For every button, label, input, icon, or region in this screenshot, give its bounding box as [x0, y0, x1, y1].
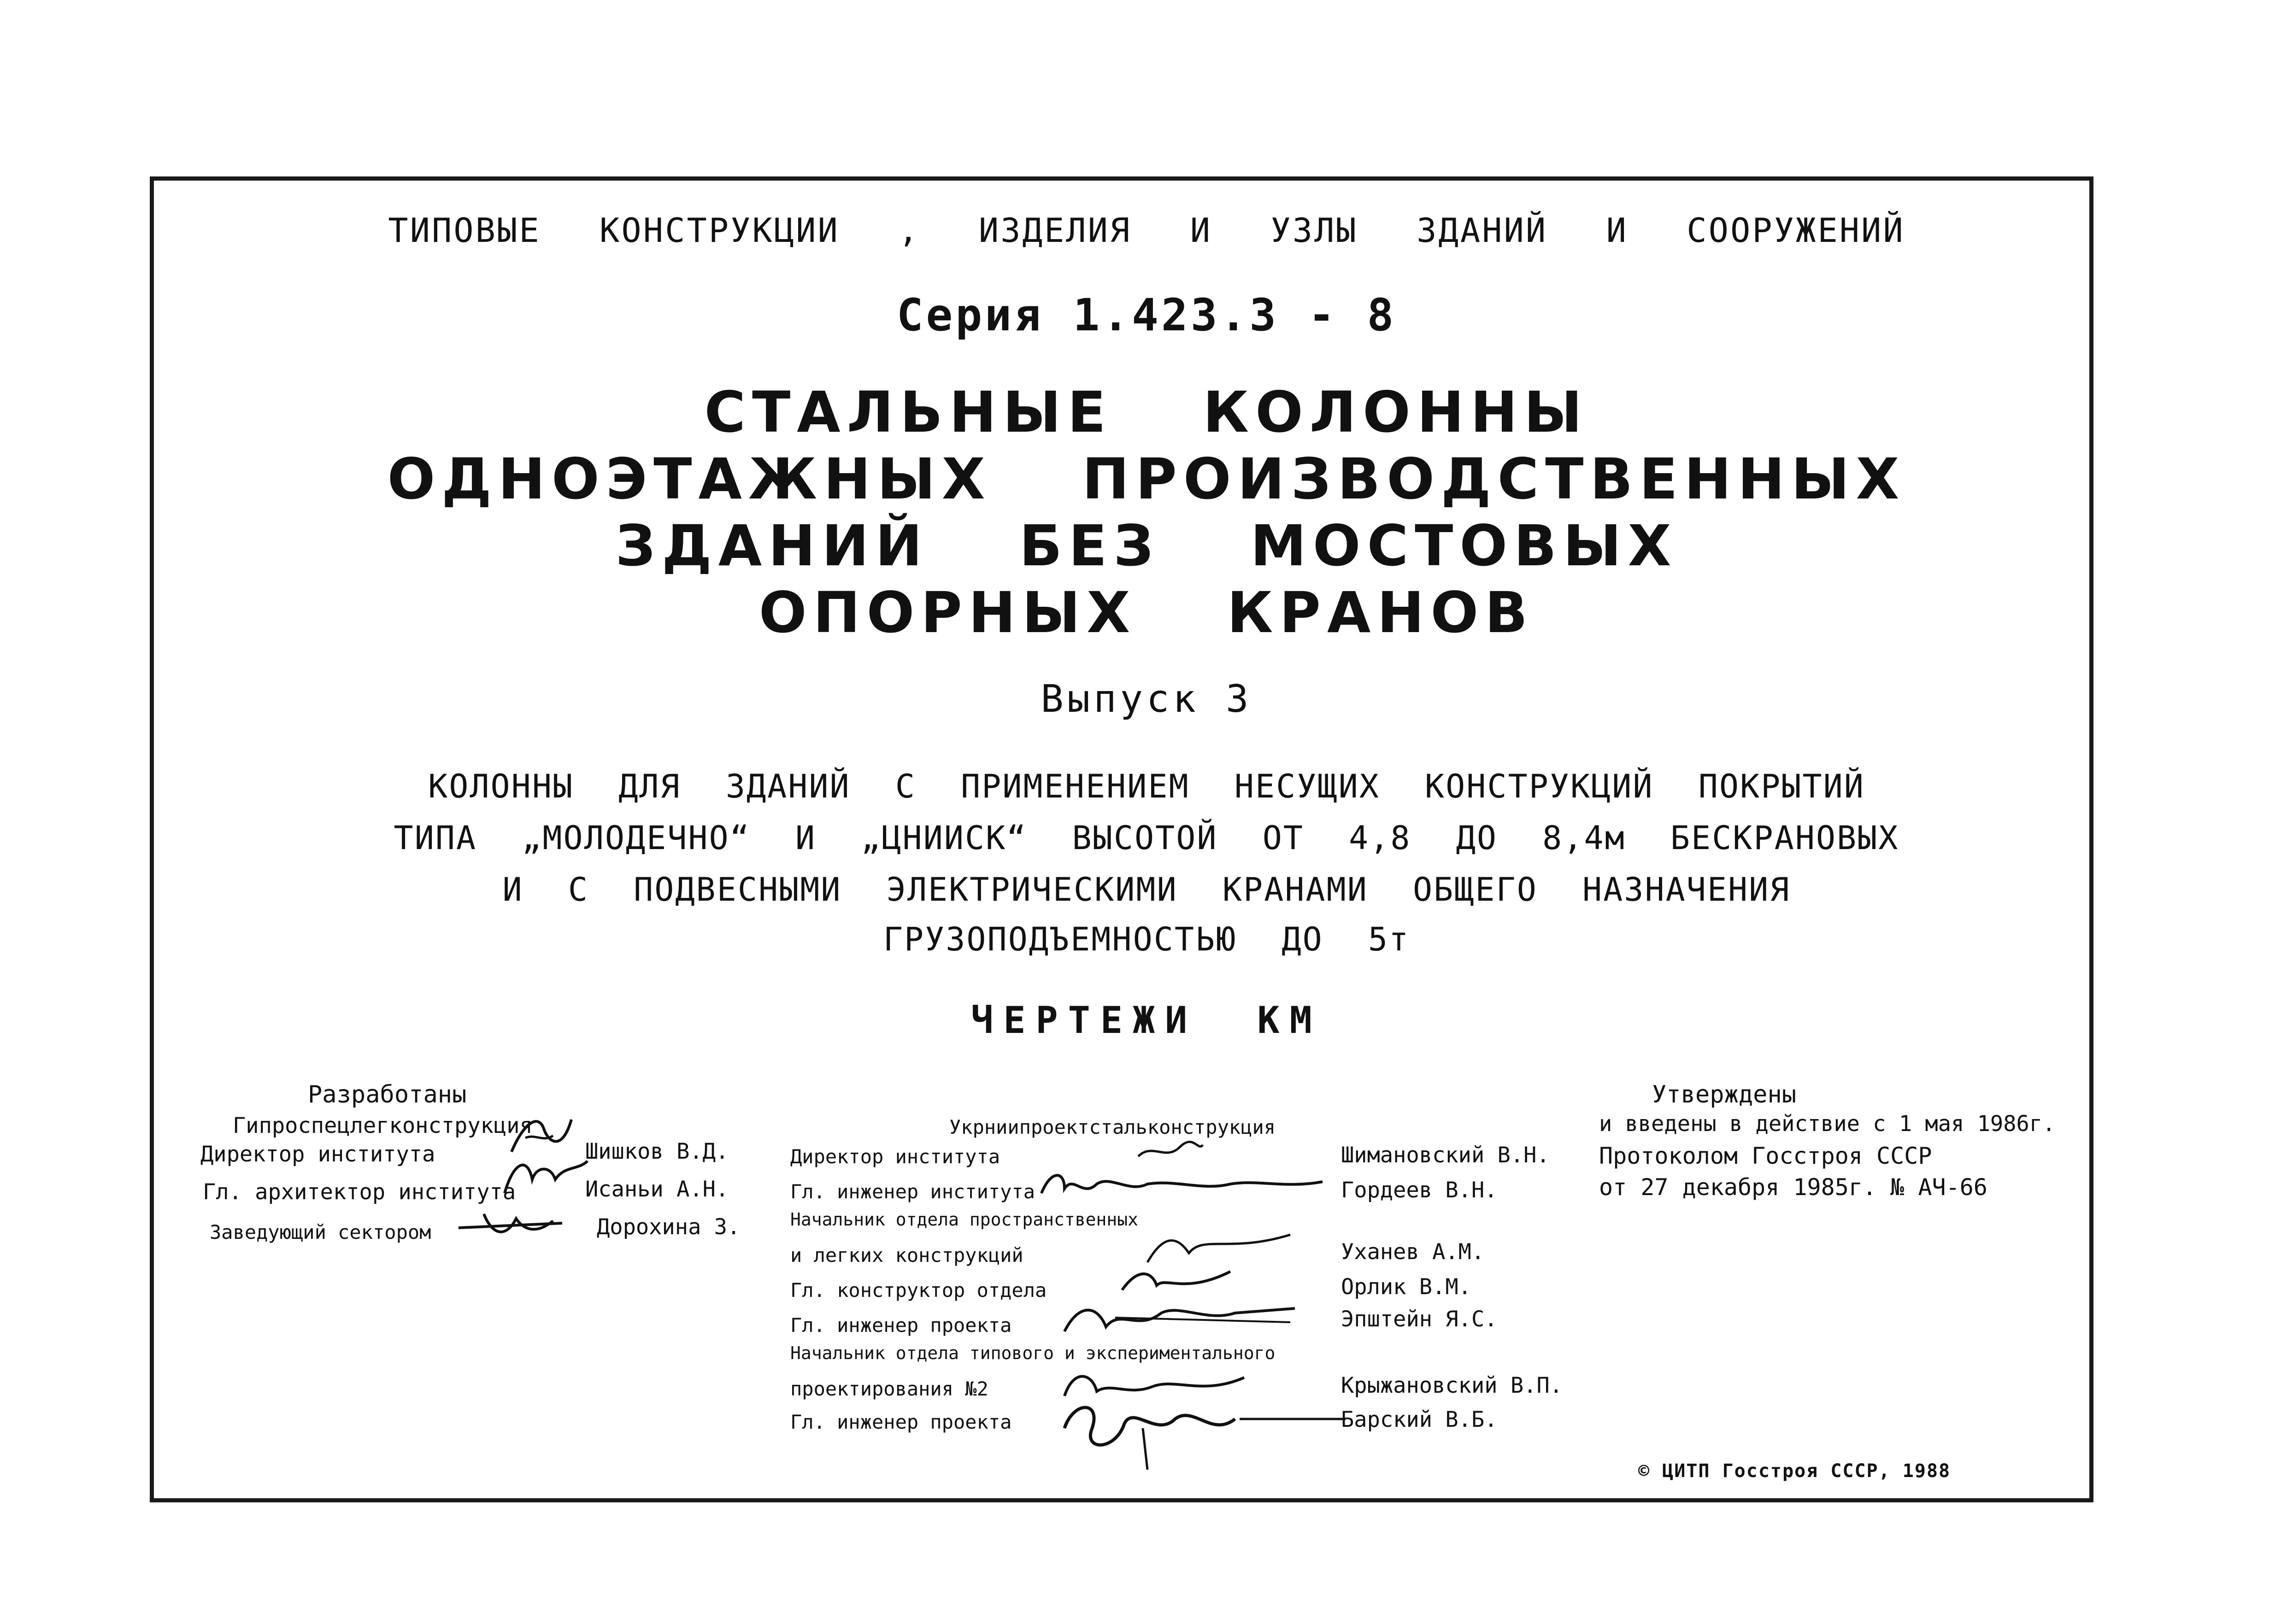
- ukr-name-2: Гордеев В.Н.: [1341, 1178, 1498, 1203]
- developed-org: Гипроспецлегконструкция: [233, 1113, 533, 1138]
- description-line-2: ТИПА „МОЛОДЕЧНО“ И „ЦНИИСК“ ВЫСОТОЙ ОТ 4,8 ДО 8,4м БЕСКРАНОВЫХ: [394, 819, 1899, 857]
- ukr-role-1: Директор института: [790, 1145, 1000, 1168]
- ukr-role-8: проектирования №2: [790, 1378, 988, 1400]
- signature-chief-engineer-ukr: [1037, 1166, 1332, 1207]
- ukr-role-6: Гл. инженер проекта: [790, 1314, 1012, 1337]
- description-line-1: КОЛОННЫ ДЛЯ ЗДАНИЙ С ПРИМЕНЕНИЕМ НЕСУЩИХ КОНСТРУКЦИЙ ПОКРЫТИЙ: [428, 768, 1865, 805]
- developed-name-1: Шишков В.Д.: [585, 1139, 729, 1164]
- approved-line-2: Протоколом Госстроя СССР: [1599, 1143, 1932, 1169]
- ukr-role-7: Начальник отдела типового и экспериментального: [790, 1343, 1276, 1363]
- title-line-4: ОПОРНЫХ КРАНОВ: [758, 580, 1535, 645]
- approved-line-1: и введены в действие с 1 мая 1986г.: [1599, 1111, 2056, 1137]
- collection-header: ТИПОВЫЕ КОНСТРУКЦИИ , ИЗДЕЛИЯ И УЗЛЫ ЗДАНИЙ И СООРУЖЕНИЙ: [388, 211, 1905, 250]
- ukr-name-5: Орлик В.М.: [1341, 1274, 1471, 1300]
- developed-name-3: Дорохина З.: [597, 1214, 741, 1240]
- ukr-name-1: Шимановский В.Н.: [1341, 1143, 1550, 1168]
- ukr-role-4: и легких конструкций: [790, 1244, 1023, 1266]
- title-line-2: ОДНОЭТАЖНЫХ ПРОИЗВОДСТВЕННЫХ: [387, 446, 1906, 512]
- developed-role-1: Директор института: [200, 1142, 435, 1167]
- series-number: Серия 1.423.3 - 8: [896, 289, 1397, 341]
- ukr-role-5: Гл. конструктор отдела: [790, 1279, 1047, 1302]
- title-line-3: ЗДАНИЙ БЕЗ МОСТОВЫХ: [615, 513, 1678, 579]
- ukr-name-8: Крыжановский В.П.: [1341, 1373, 1563, 1398]
- ukr-name-9: Барский В.Б.: [1341, 1407, 1498, 1432]
- developed-role-3: Заведующий сектором: [210, 1221, 431, 1243]
- signature-architect-left: [500, 1152, 592, 1202]
- copyright: © ЦИТП Госстроя СССР, 1988: [1638, 1460, 1951, 1482]
- ukr-role-3: Начальник отдела пространственных: [790, 1209, 1138, 1230]
- ukr-role-9: Гл. инженер проекта: [790, 1411, 1012, 1433]
- approved-heading: Утверждены: [1652, 1081, 1797, 1108]
- signature-sector-head: [456, 1205, 571, 1246]
- developed-role-2: Гл. архитектор института: [203, 1179, 516, 1205]
- developed-heading: Разработаны: [308, 1081, 467, 1108]
- issue-number: Выпуск 3: [1041, 677, 1252, 721]
- signature-project-engineer-2: [1055, 1401, 1350, 1474]
- drawings-type: ЧЕРТЕЖИ КМ: [971, 999, 1322, 1042]
- signature-director-ukr: [1134, 1138, 1207, 1166]
- ukr-role-2: Гл. инженер института: [790, 1180, 1035, 1203]
- approved-line-3: от 27 декабря 1985г. № АЧ-66: [1599, 1174, 1987, 1201]
- ukr-name-6: Эпштейн Я.С.: [1341, 1307, 1498, 1332]
- description-line-3: И С ПОДВЕСНЫМИ ЭЛЕКТРИЧЕСКИМИ КРАНАМИ ОБЩЕГО НАЗНАЧЕНИЯ: [502, 871, 1791, 909]
- description-line-4: ГРУЗОПОДЪЕМНОСТЬЮ ДО 5т: [883, 920, 1410, 958]
- title-line-1: СТАЛЬНЫЕ КОЛОННЫ: [704, 380, 1589, 445]
- signature-project-engineer-1: [1060, 1295, 1299, 1345]
- ukr-name-4: Уханев А.М.: [1341, 1239, 1485, 1265]
- ukr-org: Укрниипроектстальконструкция: [949, 1116, 1276, 1138]
- developed-name-2: Исаньи А.Н.: [585, 1177, 729, 1202]
